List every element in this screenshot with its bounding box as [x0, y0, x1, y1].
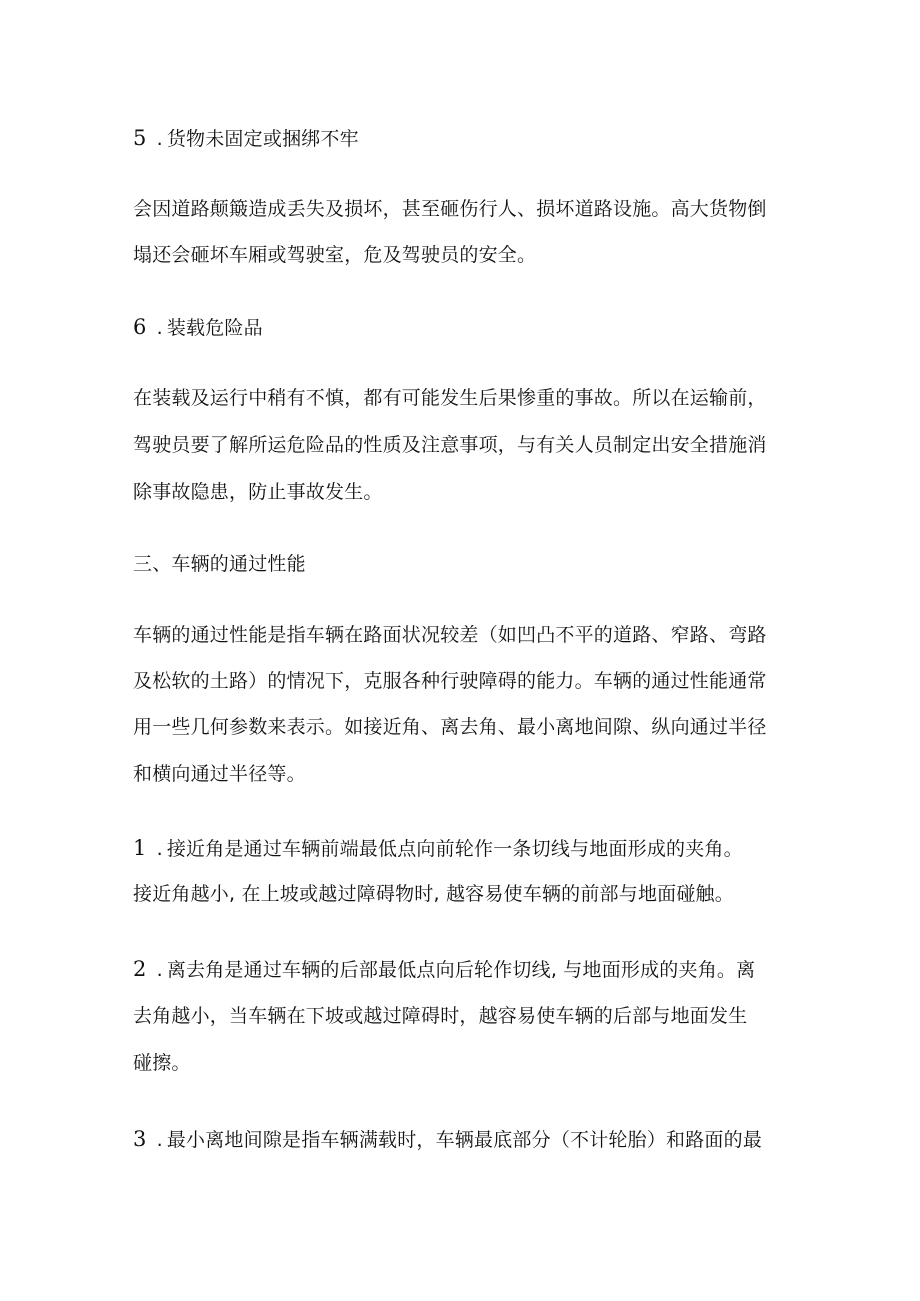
heading-text: 货物未固定或捆绑不牢	[166, 128, 359, 150]
paragraph-line: 碰擦。	[133, 1052, 191, 1074]
item-number: 3	[133, 1127, 147, 1151]
item-text: 最小离地间隙是指车辆满载时，车辆最底部分（不计轮胎）和路面的最	[166, 1129, 763, 1151]
item-text: 接近角是通过车辆前端最低点向前轮作一条切线与地面形成的夹角。	[166, 838, 743, 860]
heading-text: 装载危险品	[166, 317, 263, 339]
number-separator: .	[156, 317, 163, 339]
paragraph-line: 用一些几何参数来表示。如接近角、离去角、最小离地间隙、纵向通过半径	[133, 716, 767, 738]
item-1-line	[133, 834, 813, 863]
paragraph-line: 驾驶员要了解所运危险品的性质及注意事项，与有关人员制定出安全措施消	[133, 434, 767, 456]
number-separator: .	[156, 1129, 163, 1151]
section-number: 5	[133, 126, 147, 150]
paragraph-line: 在装载及运行中稍有不慎，都有可能发生后果惨重的事故。所以在运输前，	[133, 387, 767, 409]
section-6-heading	[133, 313, 813, 342]
paragraph-line: 和横向通过半径等。	[133, 763, 306, 785]
number-separator: .	[156, 838, 163, 860]
item-number: 2	[133, 957, 147, 981]
paragraph-line: 接近角越小, 在上坡或越过障碍物时, 越容易使车辆的前部与地面碰触。	[133, 883, 734, 905]
paragraph-line: 塌还会砸坏车厢或驾驶室，危及驾驶员的安全。	[133, 244, 537, 266]
section-5-heading	[133, 124, 813, 153]
item-number: 1	[133, 836, 147, 860]
paragraph-line: 除事故隐患，防止事故发生。	[133, 481, 383, 503]
item-2-line	[133, 955, 813, 984]
section-number: 6	[133, 315, 147, 339]
part-3-heading: 三、车辆的通过性能	[133, 553, 306, 575]
paragraph-line: 会因道路颠簸造成丢失及损坏，甚至砸伤行人、损坏道路设施。高大货物倒	[133, 198, 767, 220]
paragraph-line: 及松软的土路）的情况下，克服各种行驶障碍的能力。车辆的通过性能通常	[133, 670, 767, 692]
number-separator: .	[156, 128, 163, 150]
item-3-line	[133, 1125, 813, 1154]
item-text: 离去角是通过车辆的后部最低点向后轮作切线, 与地面形成的夹角。离	[166, 959, 756, 981]
number-separator: .	[156, 959, 163, 981]
paragraph-line: 车辆的通过性能是指车辆在路面状况较差（如凹凸不平的道路、窄路、弯路	[133, 624, 767, 646]
paragraph-line: 去角越小，当车辆在下坡或越过障碍时，越容易使车辆的后部与地面发生	[133, 1005, 748, 1027]
